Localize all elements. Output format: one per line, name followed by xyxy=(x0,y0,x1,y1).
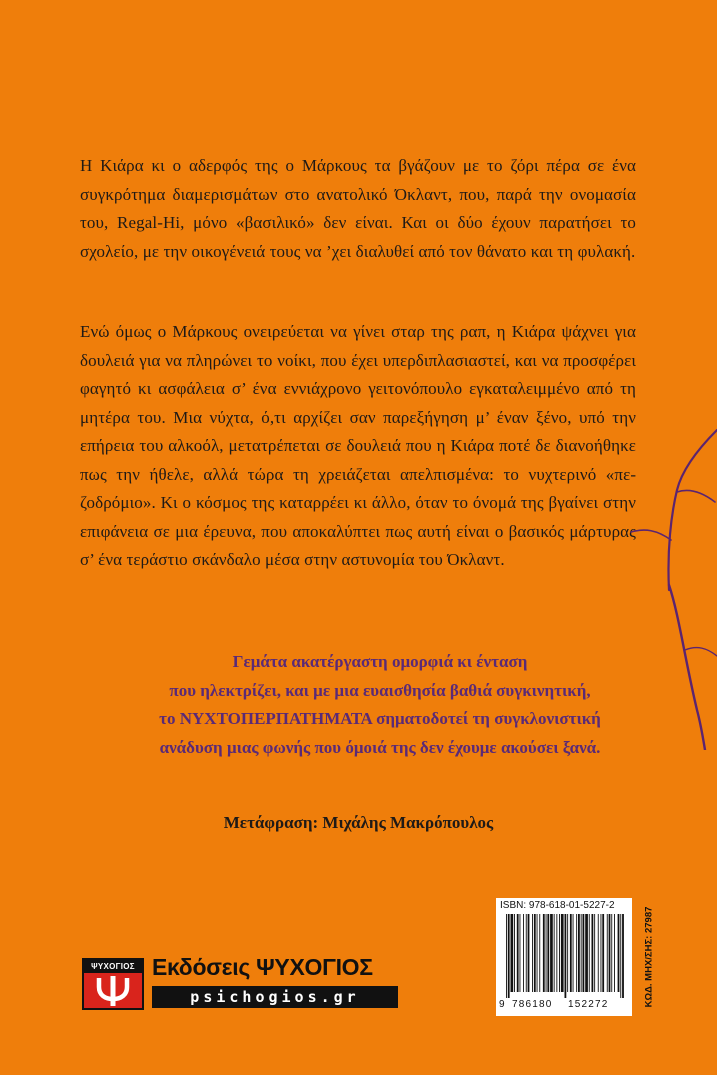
barcode-bar xyxy=(554,914,555,992)
barcode-bar xyxy=(567,914,568,992)
barcode-bar xyxy=(609,914,611,992)
barcode-bar xyxy=(622,914,624,998)
barcode-bar xyxy=(547,914,549,992)
barcode-digit-first: 9 xyxy=(499,999,505,1010)
barcode-bar xyxy=(550,914,553,992)
barcode-bar xyxy=(570,914,572,992)
barcode-bar xyxy=(578,914,580,992)
barcode-digits-left: 786180 xyxy=(512,999,553,1010)
barcode-digits-right: 152272 xyxy=(568,999,609,1010)
barcode-bar xyxy=(546,914,547,992)
translator-credit: Μετάφραση: Μιχάλης Μακρόπουλος xyxy=(223,813,494,832)
barcode-bar xyxy=(528,914,530,992)
publisher-badge-text: ΨΥΧΟΓΙΟΣ xyxy=(84,960,142,973)
product-code-text: ΚΩΔ. ΜΗΧ/ΣΗΣ: 27987 xyxy=(643,906,655,1008)
barcode-bar xyxy=(534,914,536,992)
barcode-bar xyxy=(508,914,510,998)
quote-line: το ΝΥΧΤΟΠΕΡΠΑΤΗΜΑΤΑ σηματοδοτεί τη συγκλονιστική xyxy=(159,709,601,728)
barcode-bar xyxy=(583,914,585,992)
barcode-bar xyxy=(561,914,564,992)
barcode-bar xyxy=(607,914,608,992)
barcode-bar xyxy=(589,914,590,992)
barcode-bar xyxy=(556,914,557,992)
publisher-url: psichogios.gr xyxy=(152,986,398,1008)
barcode-bar xyxy=(537,914,538,992)
barcode-bar xyxy=(526,914,527,992)
quote-line: ανάδυση μιας φωνής που όμοιά της δεν έχουμε ακούσει ξανά. xyxy=(159,737,601,757)
psi-icon xyxy=(84,973,142,1008)
quote-line: που ηλεκτρίζει, και με μια ευαισθησία βαθιά συγκινητική, xyxy=(169,680,591,700)
barcode-bar xyxy=(517,914,519,992)
publisher-badge xyxy=(82,958,144,1010)
barcode-bar xyxy=(611,914,612,992)
barcode-bar xyxy=(581,914,582,992)
barcode-bar xyxy=(594,914,595,992)
publisher-name: Εκδόσεις ΨΥΧΟΓΙΟΣ xyxy=(152,954,373,980)
barcode-bar xyxy=(532,914,533,992)
isbn-label: ISBN: 978-618-01-5227-2 xyxy=(500,900,615,911)
quote-line: Γεμάτα ακατέργαστη ομορφιά κι ένταση xyxy=(232,652,528,671)
barcode-bar xyxy=(565,914,567,998)
isbn-barcode xyxy=(496,898,632,1016)
barcode-bar xyxy=(614,914,615,992)
barcode-bar xyxy=(601,914,602,992)
description-paragraph-2: Ενώ όμως ο Μάρκους ονειρεύεται να γίνει σταρ της ραπ, η Κιάρα ψάχνει για δουλειά για να πληρώνει το νοίκι, που έχει υπερδιπλασιαστεί, και να προσφέρει φαγητό κι ασφάλεια σ’ ένα εννιάχρονο γειτονόπουλο εγκαταλειμμένο από τη μητέρα του. Μια νύχτα, ό,τι αρχίζει σαν παρεξήγηση μ’ έναν ξένο, υπό την επήρεια του αλκοόλ, μετατρέπεται σε δουλειά που η Κιάρα ποτέ δε διανοήθηκε πως την ήθελε, αλλά τώρα τη χρειάζεται απελπισμένα: το νυχτερινό «πεζοδρόμιο». Κι ο κόσμος της καταρρέει κι άλλο, όταν το όνομά της βγαίνει στην επιφάνεια σε μια έρευνα, που αποκαλύπτει πως αυτή είναι ο βασικός μάρτυρας σ’ ένα τεράστιο σκάνδαλο μέσα στην αστυνομία του Όκλαντ. xyxy=(80,322,636,569)
barcode-bar xyxy=(559,914,560,992)
barcode-bar xyxy=(514,914,515,992)
barcode-bar xyxy=(520,914,521,992)
barcode-bar xyxy=(543,914,545,992)
barcode-bar xyxy=(602,914,604,992)
barcode-bar xyxy=(618,914,620,992)
barcode-bar xyxy=(585,914,588,992)
barcode-bars xyxy=(506,914,624,998)
barcode-bar xyxy=(576,914,577,992)
barcode-bar xyxy=(598,914,599,992)
barcode-bar xyxy=(573,914,574,992)
barcode-bar xyxy=(592,914,594,992)
barcode-bar xyxy=(523,914,524,992)
barcode-bar xyxy=(506,914,507,998)
decorative-vine xyxy=(627,420,717,750)
publisher-logo xyxy=(82,954,400,1010)
review-quote xyxy=(120,648,640,762)
description-paragraph-1: Η Κιάρα κι ο αδερφός της ο Μάρκους τα βγάζουν με το ζόρι πέρα σε ένα συγκρότημα διαμερισμάτων στο ανατολικό Όκλαντ, που, παρά την ονομασία του, Regal-Hi, μόνο «βασιλικό» δεν είναι. Και οι δύο έχουν παρατήσει το σχολείο, με την οικογένειά τους να ’χει διαλυθεί από τον θάνατο και τη φυλακή. xyxy=(80,156,636,261)
barcode-bar xyxy=(511,914,514,992)
barcode-bar xyxy=(620,914,621,998)
product-code xyxy=(640,898,658,1016)
barcode-bar xyxy=(539,914,540,992)
